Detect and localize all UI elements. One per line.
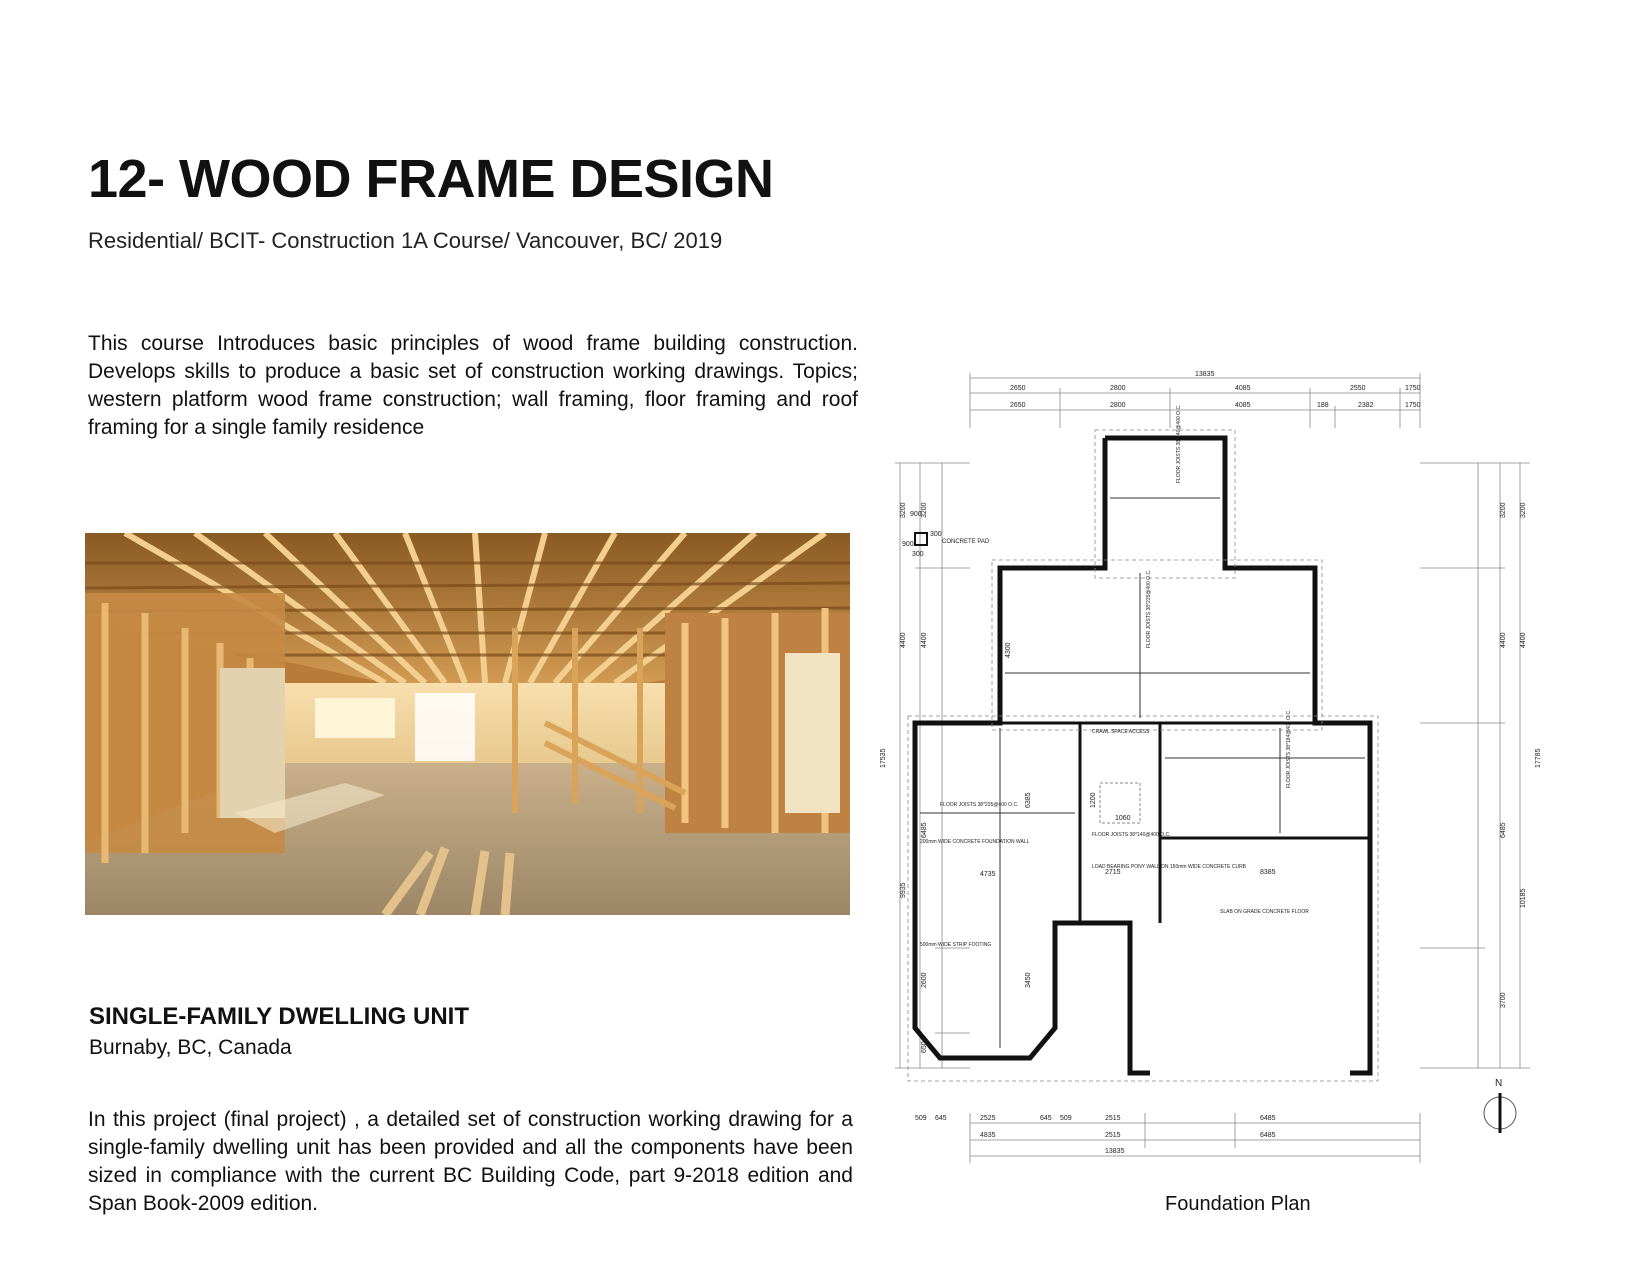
dim-left-overall: 17535	[880, 748, 887, 768]
project-location: Burnaby, BC, Canada	[89, 1036, 292, 1059]
dim-left-2: 4400	[921, 632, 928, 648]
dim-top2-3: 4085	[1235, 402, 1251, 409]
dim-right-2: 4400	[1500, 632, 1507, 648]
label-strip-footing: 500mm WIDE STRIP FOOTING	[920, 942, 992, 948]
label-joists-2: FLOOR JOISTS 38*140@400 O.C.	[1092, 832, 1171, 838]
dim-top-5: 1750	[1405, 385, 1421, 392]
dim-top-3: 4085	[1235, 385, 1251, 392]
project-title: SINGLE-FAMILY DWELLING UNIT	[89, 1003, 470, 1030]
north-label: N	[1495, 1078, 1503, 1089]
project-description: In this project (final project) , a detailed set of construction working drawing for a single-family dwelling unit has been provided and all the components have been sized in compliance with the current BC Building Code, part 9-2018 edition and Span Book-2009 edition.	[88, 1108, 853, 1215]
pad-dim-right: 300	[930, 531, 942, 538]
dim-right-outer-3: 10185	[1520, 888, 1527, 908]
dim-bot2-1: 4835	[980, 1132, 996, 1139]
pad-dim-bottom: 300	[912, 551, 924, 558]
label-crawl-access: CRAWL SPACE ACCESS	[1092, 729, 1150, 735]
dim-left-4: 2600	[921, 972, 928, 988]
dim-left-outer-1: 3200	[900, 502, 907, 518]
dim-bot2-2: 2515	[1105, 1132, 1121, 1139]
dim-bot-2: 645	[935, 1115, 947, 1122]
dim-right-overall: 17785	[1535, 748, 1542, 768]
dim-right-outer-1: 3200	[1520, 502, 1527, 518]
dim-1200: 1200	[1090, 792, 1097, 808]
dim-8385: 8385	[1260, 869, 1276, 876]
pad-dim-left: 900	[902, 541, 914, 548]
dim-top-1: 2650	[1010, 385, 1026, 392]
label-joists-1: FLOOR JOISTS 38*235@400 O.C.	[940, 802, 1019, 808]
dim-bot-7: 6485	[1260, 1115, 1276, 1122]
plan-caption: Foundation Plan	[1165, 1193, 1311, 1215]
dim-1060: 1060	[1115, 815, 1131, 822]
page-subtitle: Residential/ BCIT- Construction 1A Course/ Vancouver, BC/ 2019	[88, 228, 723, 253]
dim-bot-5: 509	[1060, 1115, 1072, 1122]
dim-bot-overall: 13835	[1105, 1148, 1125, 1155]
dim-6385: 6385	[1025, 792, 1032, 808]
dim-top2-5: 2382	[1358, 402, 1374, 409]
dim-right-outer-2: 4400	[1520, 632, 1527, 648]
dim-left-3: 6485	[921, 822, 928, 838]
dim-top2-2: 2800	[1110, 402, 1126, 409]
dim-2715: 2715	[1105, 869, 1121, 876]
construction-photo	[85, 533, 850, 915]
dim-right-3: 6485	[1500, 822, 1507, 838]
foundation-plan-drawing	[880, 368, 1580, 1188]
dim-top2-1: 2650	[1010, 402, 1026, 409]
dim-top-4: 2550	[1350, 385, 1366, 392]
dim-4735: 4735	[980, 871, 996, 878]
dim-4300: 4300	[1005, 642, 1012, 658]
label-joists-right: FLOOR JOISTS 38*184@400 O.C.	[1286, 709, 1292, 788]
dim-left-5: 650	[921, 1041, 928, 1053]
dim-bot2-3: 6485	[1260, 1132, 1276, 1139]
dim-right-4: 3700	[1500, 992, 1507, 1008]
dim-bot-3: 2525	[980, 1115, 996, 1122]
label-joists-mid: FLOOR JOISTS 38*235@400 O.C.	[1146, 569, 1152, 648]
dim-bot-6: 2515	[1105, 1115, 1121, 1122]
dim-bot-1: 509	[915, 1115, 927, 1122]
dim-left-outer-2: 4400	[900, 632, 907, 648]
dim-top2-4: 188	[1317, 402, 1329, 409]
label-slab: SLAB ON GRADE CONCRETE FLOOR	[1220, 909, 1309, 915]
dim-left-1: 3200	[921, 502, 928, 518]
label-found-wall: 200mm WIDE CONCRETE FOUNDATION WALL	[920, 839, 1030, 845]
dim-3450: 3450	[1025, 972, 1032, 988]
dim-bot-4: 645	[1040, 1115, 1052, 1122]
dim-right-1: 3200	[1500, 502, 1507, 518]
pad-dim-top: 900	[910, 511, 922, 518]
label-joists-top: FLOOR JOISTS 38*140@400 O.C.	[1176, 404, 1182, 483]
course-description: This course Introduces basic principles of wood frame building construction. Develops skills to produce a basic set of construction working drawings. Topics; western platform wood frame construction; wall framing, floor framing and roof framing for a single family residence	[88, 332, 858, 439]
label-pony-wall: LOAD BEARING PONY WALL ON 150mm WIDE CONCRETE CURB	[1092, 864, 1247, 870]
dim-overall-width: 13835	[1195, 371, 1215, 378]
label-concrete-pad: CONCRETE PAD	[942, 539, 990, 545]
page-title: 12- WOOD FRAME DESIGN	[88, 149, 774, 209]
dim-left-outer-3: 9935	[900, 882, 907, 898]
dim-top2-6: 1750	[1405, 402, 1421, 409]
dim-top-2: 2800	[1110, 385, 1126, 392]
